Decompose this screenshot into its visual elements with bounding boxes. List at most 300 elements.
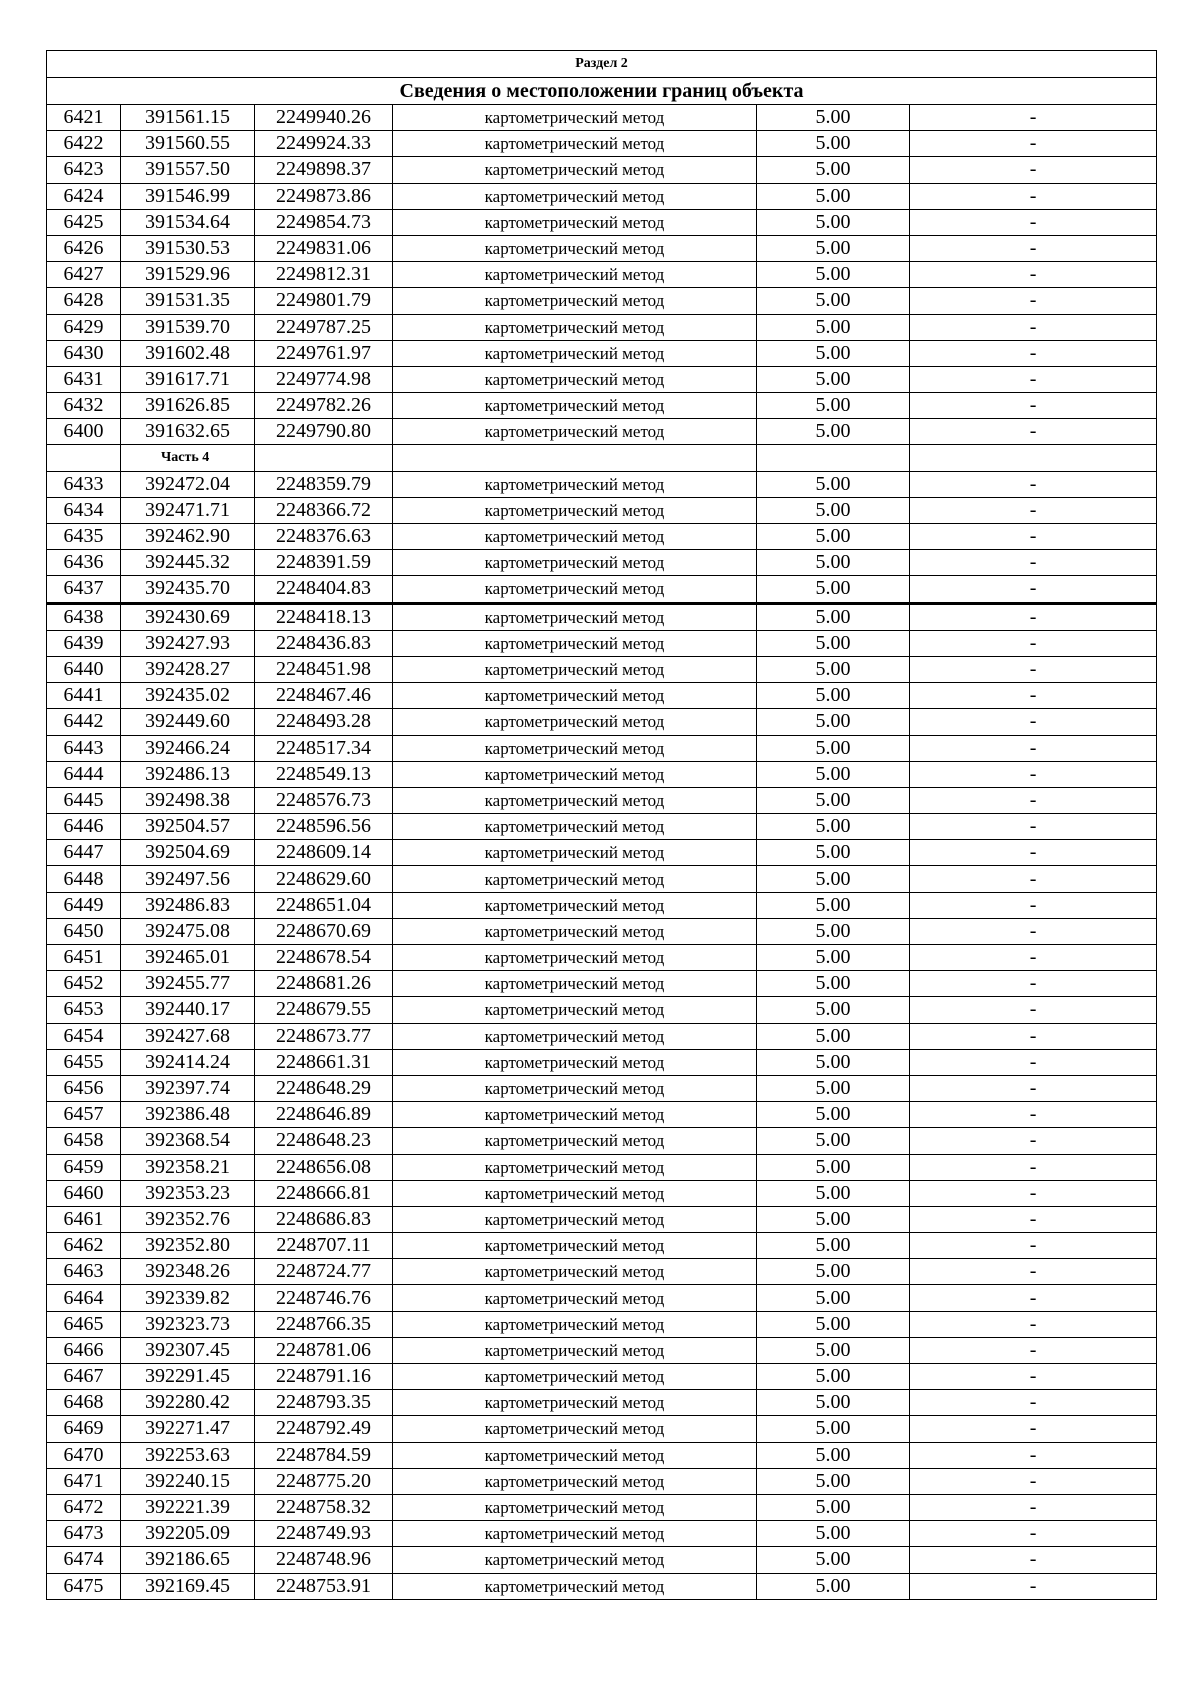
accuracy-cell: 5.00 (757, 1364, 910, 1390)
y-coordinate-cell: 2249761.97 (255, 340, 393, 366)
table-row (47, 1075, 1157, 1101)
point-number-cell: 6457 (47, 1102, 121, 1128)
x-coordinate-cell: 391534.64 (121, 209, 255, 235)
description-cell: - (910, 840, 1157, 866)
x-coordinate-cell: 392486.83 (121, 892, 255, 918)
point-number-cell: 6428 (47, 288, 121, 314)
y-coordinate-cell: 2249787.25 (255, 314, 393, 340)
description-cell: - (910, 683, 1157, 709)
point-number-cell: 6442 (47, 709, 121, 735)
point-number-cell: 6436 (47, 550, 121, 576)
y-coordinate-cell: 2248707.11 (255, 1233, 393, 1259)
x-coordinate-cell: 392358.21 (121, 1154, 255, 1180)
point-number-cell: 6463 (47, 1259, 121, 1285)
accuracy-cell: 5.00 (757, 209, 910, 235)
method-cell: картометрический метод (393, 1521, 757, 1547)
table-row (47, 419, 1157, 445)
accuracy-cell: 5.00 (757, 1075, 910, 1101)
point-number-cell: 6461 (47, 1206, 121, 1232)
method-cell: картометрический метод (393, 945, 757, 971)
x-coordinate-cell: 392472.04 (121, 471, 255, 497)
x-coordinate-cell: 392455.77 (121, 971, 255, 997)
table-row (47, 366, 1157, 392)
table-row (47, 1521, 1157, 1547)
y-coordinate-cell: 2248629.60 (255, 866, 393, 892)
part-header-row (47, 445, 1157, 471)
method-cell: картометрический метод (393, 1390, 757, 1416)
method-cell: картометрический метод (393, 1075, 757, 1101)
table-row (47, 288, 1157, 314)
x-coordinate-cell: 391617.71 (121, 366, 255, 392)
accuracy-cell: 5.00 (757, 918, 910, 944)
table-row (47, 997, 1157, 1023)
y-coordinate-cell: 2248766.35 (255, 1311, 393, 1337)
description-cell: - (910, 761, 1157, 787)
method-cell: картометрический метод (393, 1468, 757, 1494)
accuracy-cell: 5.00 (757, 288, 910, 314)
accuracy-cell: 5.00 (757, 366, 910, 392)
y-coordinate-cell: 2248681.26 (255, 971, 393, 997)
table-row (47, 209, 1157, 235)
y-coordinate-cell: 2249790.80 (255, 419, 393, 445)
accuracy-cell: 5.00 (757, 997, 910, 1023)
table-row (47, 235, 1157, 261)
accuracy-cell: 5.00 (757, 761, 910, 787)
x-coordinate-cell: 392253.63 (121, 1442, 255, 1468)
method-cell: картометрический метод (393, 576, 757, 603)
accuracy-cell: 5.00 (757, 393, 910, 419)
empty-cell (47, 445, 121, 471)
x-coordinate-cell: 392475.08 (121, 918, 255, 944)
method-cell: картометрический метод (393, 1364, 757, 1390)
description-cell: - (910, 1023, 1157, 1049)
description-cell: - (910, 1180, 1157, 1206)
method-cell: картометрический метод (393, 787, 757, 813)
table-row (47, 131, 1157, 157)
accuracy-cell: 5.00 (757, 235, 910, 261)
y-coordinate-cell: 2248418.13 (255, 603, 393, 630)
method-cell: картометрический метод (393, 1337, 757, 1363)
point-number-cell: 6438 (47, 603, 121, 630)
table-row (47, 393, 1157, 419)
point-number-cell: 6455 (47, 1049, 121, 1075)
x-coordinate-cell: 392352.76 (121, 1206, 255, 1232)
x-coordinate-cell: 392486.13 (121, 761, 255, 787)
method-cell: картометрический метод (393, 183, 757, 209)
section-header-row (47, 51, 1157, 78)
x-coordinate-cell: 392427.68 (121, 1023, 255, 1049)
x-coordinate-cell: 392352.80 (121, 1233, 255, 1259)
x-coordinate-cell: 392435.70 (121, 576, 255, 603)
table-row (47, 1023, 1157, 1049)
description-cell: - (910, 709, 1157, 735)
point-number-cell: 6439 (47, 630, 121, 656)
method-cell: картометрический метод (393, 419, 757, 445)
x-coordinate-cell: 391626.85 (121, 393, 255, 419)
accuracy-cell: 5.00 (757, 630, 910, 656)
method-cell: картометрический метод (393, 997, 757, 1023)
accuracy-cell: 5.00 (757, 1390, 910, 1416)
accuracy-cell: 5.00 (757, 1023, 910, 1049)
x-coordinate-cell: 392504.69 (121, 840, 255, 866)
x-coordinate-cell: 392465.01 (121, 945, 255, 971)
description-cell: - (910, 393, 1157, 419)
point-number-cell: 6471 (47, 1468, 121, 1494)
x-coordinate-cell: 392445.32 (121, 550, 255, 576)
method-cell: картометрический метод (393, 1547, 757, 1573)
x-coordinate-cell: 392497.56 (121, 866, 255, 892)
x-coordinate-cell: 392430.69 (121, 603, 255, 630)
method-cell: картометрический метод (393, 709, 757, 735)
accuracy-cell: 5.00 (757, 1442, 910, 1468)
point-number-cell: 6427 (47, 262, 121, 288)
point-number-cell: 6458 (47, 1128, 121, 1154)
method-cell: картометрический метод (393, 683, 757, 709)
method-cell: картометрический метод (393, 366, 757, 392)
y-coordinate-cell: 2248366.72 (255, 497, 393, 523)
x-coordinate-cell: 391560.55 (121, 131, 255, 157)
description-cell: - (910, 1233, 1157, 1259)
method-cell: картометрический метод (393, 1494, 757, 1520)
x-coordinate-cell: 392427.93 (121, 630, 255, 656)
method-cell: картометрический метод (393, 393, 757, 419)
description-cell: - (910, 945, 1157, 971)
y-coordinate-cell: 2248666.81 (255, 1180, 393, 1206)
table-row (47, 340, 1157, 366)
point-number-cell: 6466 (47, 1337, 121, 1363)
x-coordinate-cell: 392205.09 (121, 1521, 255, 1547)
accuracy-cell: 5.00 (757, 1154, 910, 1180)
y-coordinate-cell: 2248646.89 (255, 1102, 393, 1128)
y-coordinate-cell: 2249854.73 (255, 209, 393, 235)
table-row (47, 1285, 1157, 1311)
section-title: Сведения о местоположении границ объекта (47, 78, 1157, 105)
y-coordinate-cell: 2248784.59 (255, 1442, 393, 1468)
x-coordinate-cell: 392386.48 (121, 1102, 255, 1128)
x-coordinate-cell: 391602.48 (121, 340, 255, 366)
accuracy-cell: 5.00 (757, 787, 910, 813)
table-row (47, 630, 1157, 656)
x-coordinate-cell: 392280.42 (121, 1390, 255, 1416)
empty-cell (910, 445, 1157, 471)
method-cell: картометрический метод (393, 288, 757, 314)
method-cell: картометрический метод (393, 1573, 757, 1599)
point-number-cell: 6470 (47, 1442, 121, 1468)
accuracy-cell: 5.00 (757, 183, 910, 209)
x-coordinate-cell: 391530.53 (121, 235, 255, 261)
method-cell: картометрический метод (393, 735, 757, 761)
table-row (47, 550, 1157, 576)
x-coordinate-cell: 391529.96 (121, 262, 255, 288)
table-row (47, 1573, 1157, 1599)
method-cell: картометрический метод (393, 1180, 757, 1206)
accuracy-cell: 5.00 (757, 971, 910, 997)
method-cell: картометрический метод (393, 603, 757, 630)
y-coordinate-cell: 2248748.96 (255, 1547, 393, 1573)
description-cell: - (910, 288, 1157, 314)
x-coordinate-cell: 392414.24 (121, 1049, 255, 1075)
point-number-cell: 6456 (47, 1075, 121, 1101)
y-coordinate-cell: 2248792.49 (255, 1416, 393, 1442)
description-cell: - (910, 419, 1157, 445)
description-cell: - (910, 1521, 1157, 1547)
y-coordinate-cell: 2248775.20 (255, 1468, 393, 1494)
description-cell: - (910, 1206, 1157, 1232)
y-coordinate-cell: 2248651.04 (255, 892, 393, 918)
method-cell: картометрический метод (393, 866, 757, 892)
table-row (47, 945, 1157, 971)
point-number-cell: 6473 (47, 1521, 121, 1547)
method-cell: картометрический метод (393, 1259, 757, 1285)
table-row (47, 1049, 1157, 1075)
point-number-cell: 6422 (47, 131, 121, 157)
accuracy-cell: 5.00 (757, 262, 910, 288)
table-row (47, 683, 1157, 709)
accuracy-cell: 5.00 (757, 1468, 910, 1494)
empty-cell (757, 445, 910, 471)
accuracy-cell: 5.00 (757, 1285, 910, 1311)
x-coordinate-cell: 391561.15 (121, 105, 255, 131)
x-coordinate-cell: 392397.74 (121, 1075, 255, 1101)
table-row (47, 840, 1157, 866)
point-number-cell: 6444 (47, 761, 121, 787)
y-coordinate-cell: 2249873.86 (255, 183, 393, 209)
accuracy-cell: 5.00 (757, 1233, 910, 1259)
accuracy-cell: 5.00 (757, 1128, 910, 1154)
accuracy-cell: 5.00 (757, 840, 910, 866)
x-coordinate-cell: 392323.73 (121, 1311, 255, 1337)
point-number-cell: 6445 (47, 787, 121, 813)
description-cell: - (910, 235, 1157, 261)
method-cell: картометрический метод (393, 761, 757, 787)
method-cell: картометрический метод (393, 840, 757, 866)
section-label: Раздел 2 (47, 51, 1157, 78)
table-row (47, 1102, 1157, 1128)
point-number-cell: 6433 (47, 471, 121, 497)
method-cell: картометрический метод (393, 918, 757, 944)
table-row (47, 157, 1157, 183)
method-cell: картометрический метод (393, 892, 757, 918)
description-cell: - (910, 497, 1157, 523)
y-coordinate-cell: 2249774.98 (255, 366, 393, 392)
table-row (47, 497, 1157, 523)
description-cell: - (910, 1390, 1157, 1416)
table-row (47, 735, 1157, 761)
method-cell: картометрический метод (393, 1416, 757, 1442)
point-number-cell: 6423 (47, 157, 121, 183)
table-row (47, 761, 1157, 787)
description-cell: - (910, 971, 1157, 997)
description-cell: - (910, 1337, 1157, 1363)
point-number-cell: 6468 (47, 1390, 121, 1416)
x-coordinate-cell: 392271.47 (121, 1416, 255, 1442)
method-cell: картометрический метод (393, 471, 757, 497)
method-cell: картометрический метод (393, 262, 757, 288)
accuracy-cell: 5.00 (757, 524, 910, 550)
method-cell: картометрический метод (393, 1102, 757, 1128)
accuracy-cell: 5.00 (757, 945, 910, 971)
y-coordinate-cell: 2248656.08 (255, 1154, 393, 1180)
description-cell: - (910, 1102, 1157, 1128)
point-number-cell: 6450 (47, 918, 121, 944)
y-coordinate-cell: 2248436.83 (255, 630, 393, 656)
accuracy-cell: 5.00 (757, 314, 910, 340)
accuracy-cell: 5.00 (757, 131, 910, 157)
description-cell: - (910, 1364, 1157, 1390)
x-coordinate-cell: 391632.65 (121, 419, 255, 445)
x-coordinate-cell: 392339.82 (121, 1285, 255, 1311)
x-coordinate-cell: 392291.45 (121, 1364, 255, 1390)
method-cell: картометрический метод (393, 630, 757, 656)
x-coordinate-cell: 392240.15 (121, 1468, 255, 1494)
point-number-cell: 6447 (47, 840, 121, 866)
accuracy-cell: 5.00 (757, 1102, 910, 1128)
point-number-cell: 6475 (47, 1573, 121, 1599)
table-row (47, 656, 1157, 682)
description-cell: - (910, 131, 1157, 157)
method-cell: картометрический метод (393, 1285, 757, 1311)
y-coordinate-cell: 2248661.31 (255, 1049, 393, 1075)
point-number-cell: 6432 (47, 393, 121, 419)
accuracy-cell: 5.00 (757, 105, 910, 131)
empty-cell (393, 445, 757, 471)
description-cell: - (910, 209, 1157, 235)
table-row (47, 1547, 1157, 1573)
method-cell: картометрический метод (393, 1154, 757, 1180)
y-coordinate-cell: 2248746.76 (255, 1285, 393, 1311)
point-number-cell: 6400 (47, 419, 121, 445)
x-coordinate-cell: 392449.60 (121, 709, 255, 735)
description-cell: - (910, 314, 1157, 340)
table-row (47, 524, 1157, 550)
description-cell: - (910, 1442, 1157, 1468)
y-coordinate-cell: 2249940.26 (255, 105, 393, 131)
description-cell: - (910, 1259, 1157, 1285)
description-cell: - (910, 603, 1157, 630)
x-coordinate-cell: 391531.35 (121, 288, 255, 314)
point-number-cell: 6464 (47, 1285, 121, 1311)
point-number-cell: 6434 (47, 497, 121, 523)
table-row (47, 1154, 1157, 1180)
description-cell: - (910, 550, 1157, 576)
table-row (47, 787, 1157, 813)
method-cell: картометрический метод (393, 524, 757, 550)
method-cell: картометрический метод (393, 314, 757, 340)
description-cell: - (910, 1494, 1157, 1520)
x-coordinate-cell: 392368.54 (121, 1128, 255, 1154)
method-cell: картометрический метод (393, 340, 757, 366)
accuracy-cell: 5.00 (757, 656, 910, 682)
y-coordinate-cell: 2248753.91 (255, 1573, 393, 1599)
point-number-cell: 6452 (47, 971, 121, 997)
part-label: Часть 4 (121, 445, 255, 471)
method-cell: картометрический метод (393, 1206, 757, 1232)
accuracy-cell: 5.00 (757, 1337, 910, 1363)
point-number-cell: 6462 (47, 1233, 121, 1259)
table-row (47, 918, 1157, 944)
method-cell: картометрический метод (393, 235, 757, 261)
description-cell: - (910, 1285, 1157, 1311)
method-cell: картометрический метод (393, 1023, 757, 1049)
x-coordinate-cell: 392221.39 (121, 1494, 255, 1520)
method-cell: картометрический метод (393, 157, 757, 183)
point-number-cell: 6459 (47, 1154, 121, 1180)
y-coordinate-cell: 2248493.28 (255, 709, 393, 735)
point-number-cell: 6443 (47, 735, 121, 761)
description-cell: - (910, 157, 1157, 183)
point-number-cell: 6441 (47, 683, 121, 709)
method-cell: картометрический метод (393, 497, 757, 523)
accuracy-cell: 5.00 (757, 157, 910, 183)
point-number-cell: 6425 (47, 209, 121, 235)
description-cell: - (910, 787, 1157, 813)
table-row (47, 1128, 1157, 1154)
accuracy-cell: 5.00 (757, 866, 910, 892)
y-coordinate-cell: 2248648.29 (255, 1075, 393, 1101)
point-number-cell: 6426 (47, 235, 121, 261)
table-row (47, 709, 1157, 735)
method-cell: картометрический метод (393, 105, 757, 131)
accuracy-cell: 5.00 (757, 1494, 910, 1520)
method-cell: картометрический метод (393, 1442, 757, 1468)
table-row (47, 1390, 1157, 1416)
point-number-cell: 6429 (47, 314, 121, 340)
method-cell: картометрический метод (393, 550, 757, 576)
y-coordinate-cell: 2248596.56 (255, 814, 393, 840)
description-cell: - (910, 340, 1157, 366)
y-coordinate-cell: 2249812.31 (255, 262, 393, 288)
description-cell: - (910, 1049, 1157, 1075)
description-cell: - (910, 814, 1157, 840)
accuracy-cell: 5.00 (757, 550, 910, 576)
description-cell: - (910, 892, 1157, 918)
y-coordinate-cell: 2248791.16 (255, 1364, 393, 1390)
table-row (47, 1233, 1157, 1259)
description-cell: - (910, 866, 1157, 892)
point-number-cell: 6448 (47, 866, 121, 892)
point-number-cell: 6424 (47, 183, 121, 209)
point-number-cell: 6469 (47, 1416, 121, 1442)
method-cell: картометрический метод (393, 1311, 757, 1337)
description-cell: - (910, 735, 1157, 761)
x-coordinate-cell: 392440.17 (121, 997, 255, 1023)
point-number-cell: 6460 (47, 1180, 121, 1206)
point-number-cell: 6431 (47, 366, 121, 392)
table-row (47, 183, 1157, 209)
description-cell: - (910, 366, 1157, 392)
x-coordinate-cell: 392169.45 (121, 1573, 255, 1599)
table-row (47, 1416, 1157, 1442)
y-coordinate-cell: 2248781.06 (255, 1337, 393, 1363)
table-row (47, 1494, 1157, 1520)
y-coordinate-cell: 2248451.98 (255, 656, 393, 682)
y-coordinate-cell: 2248793.35 (255, 1390, 393, 1416)
y-coordinate-cell: 2248609.14 (255, 840, 393, 866)
method-cell: картометрический метод (393, 971, 757, 997)
description-cell: - (910, 630, 1157, 656)
description-cell: - (910, 1547, 1157, 1573)
x-coordinate-cell: 392348.26 (121, 1259, 255, 1285)
description-cell: - (910, 183, 1157, 209)
x-coordinate-cell: 392466.24 (121, 735, 255, 761)
point-number-cell: 6449 (47, 892, 121, 918)
table-row (47, 1311, 1157, 1337)
description-cell: - (910, 471, 1157, 497)
accuracy-cell: 5.00 (757, 1259, 910, 1285)
y-coordinate-cell: 2248517.34 (255, 735, 393, 761)
accuracy-cell: 5.00 (757, 735, 910, 761)
x-coordinate-cell: 392353.23 (121, 1180, 255, 1206)
